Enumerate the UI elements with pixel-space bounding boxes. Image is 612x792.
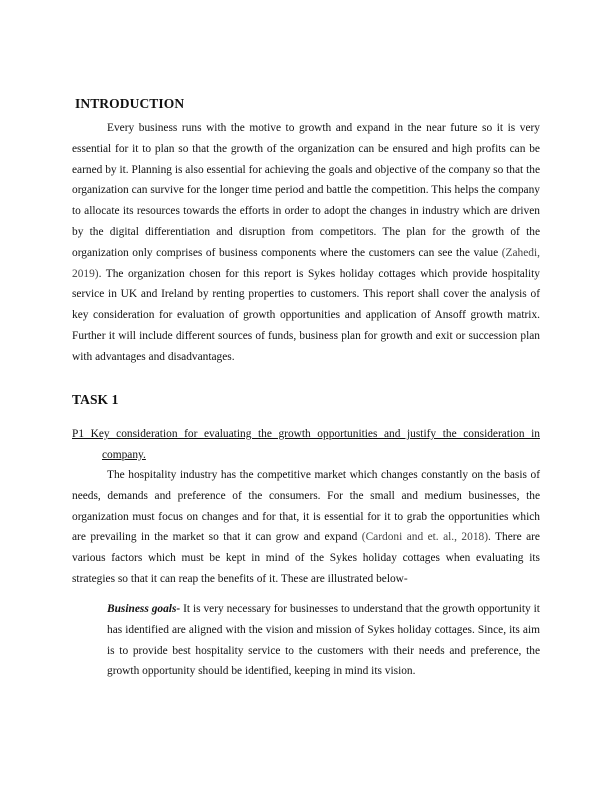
introduction-text-part-1: Every business runs with the motive to growth and expand in the near future so it is very essential for it to plan so that the growth of the organization can be ensured and high profits can be earned by it. Planning is also essential for achieving the goals and objective of the company so that the organization can survive for the longer time period and battle the competition. This helps the company to allocate its resources towards the efforts in order to adopt the changes in industry which are driven by the digital differentiation and disruption from competitors. The plan for the growth of the organization only comprises of business components where the customers can see the value bbox=[72, 122, 540, 259]
task-1-text-part-2: . There are various factors which must be kept in mind of the Sykes holiday cottages when evaluating its strategies so that it can reap the benefits of it. These are illustrated below- bbox=[72, 531, 540, 585]
introduction-citation: (Zahedi, 2019) bbox=[72, 246, 540, 280]
task-1-text-part-1: The hospitality industry has the competitive market which changes constantly on the basis of needs, demands and preference of the consumers. For the small and medium businesses, the organization must focus on changes and for that, it is essential for it to grab the opportunities which are prevailing in the market so that it can grow and expand bbox=[72, 469, 540, 544]
business-goals-item bbox=[107, 599, 540, 682]
task-1-heading: TASK 1 bbox=[72, 392, 119, 407]
introduction-heading: INTRODUCTION bbox=[75, 96, 185, 111]
task-1-paragraph bbox=[72, 465, 540, 590]
introduction-paragraph bbox=[72, 118, 540, 368]
business-goals-title: Business goals- bbox=[107, 603, 181, 615]
task-1-citation: (Cardoni and et. al., 2018) bbox=[361, 531, 489, 544]
business-goals-text: It is very necessary for businesses to understand that the growth opportunity it has identified are aligned with the vision and mission of Sykes holiday cottages. Since, its aim is to provide best hospitality service to the customers with their needs and preference, the growth opportunity should be identified, keeping in mind its vision. bbox=[107, 603, 540, 678]
introduction-text-part-2: . The organization chosen for this report is Sykes holiday cottages which provide hospitality service in UK and Ireland by renting properties to customers. This report shall cover the analysis of key consideration for evaluation of growth opportunities and application of Ansoff growth matrix. Further it will include different sources of funds, business plan for growth and exit or succession plan with advantages and disadvantages. bbox=[72, 267, 540, 363]
p1-subheading: P1 Key consideration for evaluating the growth opportunities and justify the consideration in company. bbox=[72, 428, 540, 461]
